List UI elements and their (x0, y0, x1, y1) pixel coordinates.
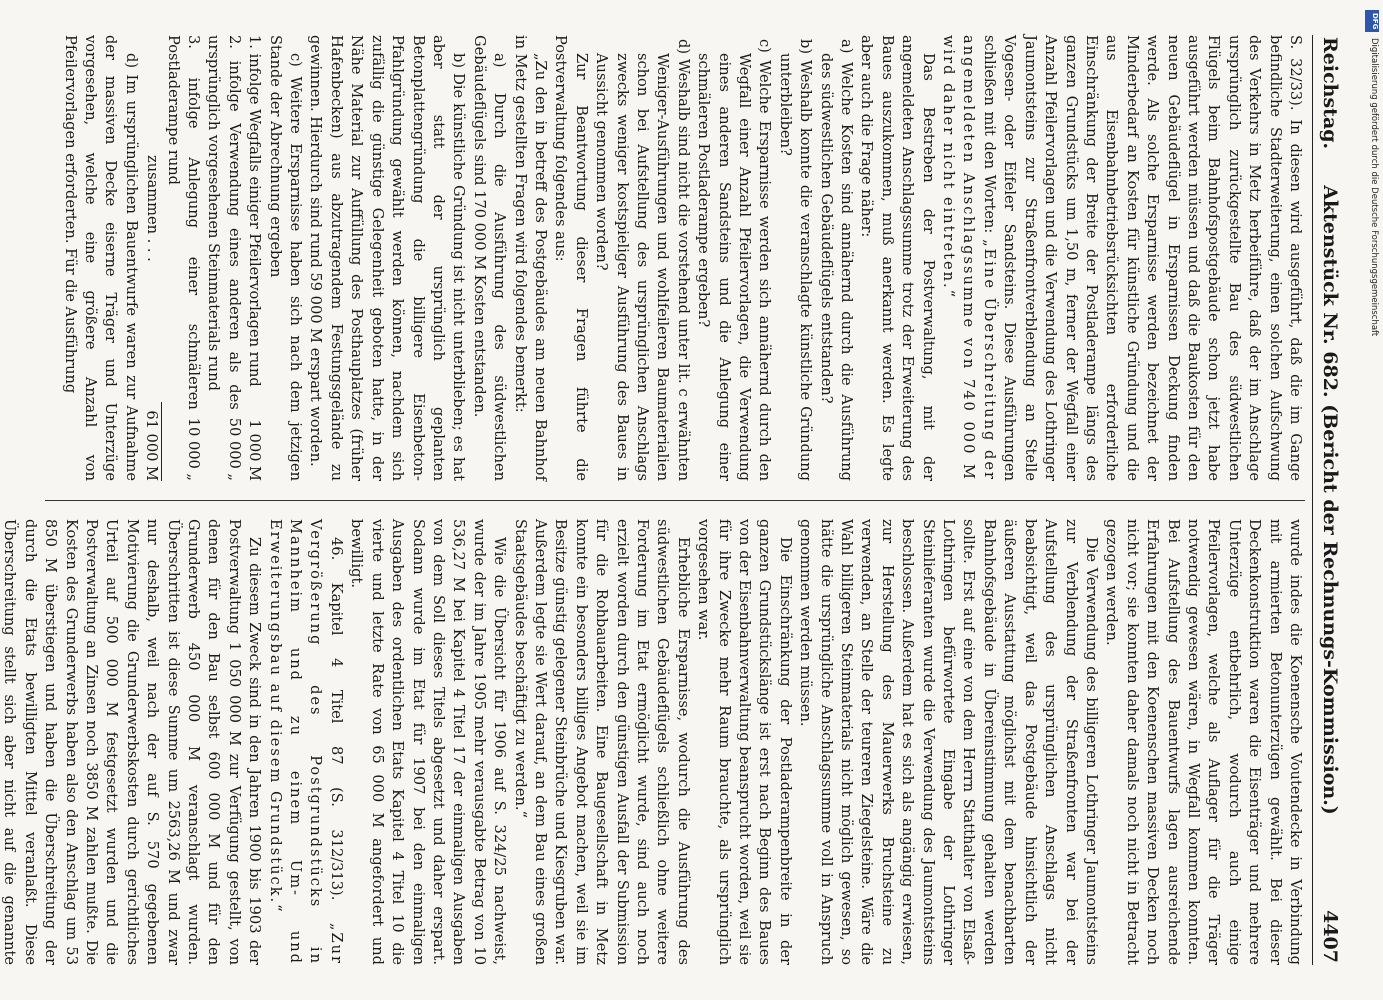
column-divider (45, 500, 1305, 501)
question-b: b) Weshalb konnte die veranschlagte künstliche Gründung unterbleiben? (776, 39, 814, 481)
savings-item-2 (203, 35, 244, 481)
page-number: 4407 (1318, 910, 1341, 963)
section-heading (264, 519, 346, 965)
running-header (1312, 35, 1347, 965)
question-c: c) Welche Ersparnisse werden sich annähernd durch den Wegfall einer Anzahl Pfeilervorlagen, die Verwendung eines anderen Sandsteins und die Anlegung einer schmäleren Postladerampe ergeben? (694, 39, 773, 481)
text-columns (0, 35, 1305, 965)
paragraph (937, 35, 1304, 481)
savings-item-amount: 10 000 „ (184, 417, 202, 481)
savings-item-3 (162, 35, 203, 481)
digitization-note: Digitalisierung gefördert durch die Deutsche Forschungsgemeinschaft (1369, 38, 1379, 337)
question-a: a) Welche Kosten sind annähernd durch die Ausführung des südwestlichen Gebäudeflügels entstanden? (817, 39, 855, 481)
savings-item-amount: 50 000 „ (225, 417, 243, 481)
savings-item-label: 2. infolge Verwendung eines anderen als des ursprünglich vorgesehenen Steinmaterials rund (204, 35, 243, 410)
header-report-title: (Bericht der Rechnungs-Kommission.) (1318, 404, 1341, 815)
dfg-logo: DFG (1365, 10, 1379, 32)
paragraph: Die Verwendung des billigeren Lothringer Jaumontsteins zur Verblendung der Straßenfronten war bei der Aufstellung des ursprünglichen Anschlags nicht beabsichtigt, weil das Postgebäude hinsichtlich der äußeren Ausstattung möglichst mit dem benachbarten Bahnhofsgebäude in Übereinstimmung gehalten werden sollte. Erst auf eine von dem Herrn Statthalter von Elsaß-Lothringen befürwortete Eingabe der Lothringer Steinlieferanten wurde die Verwendung des Jaumontsteins beschlossen. Außerdem hat es sich als angängig erwiesen, zur Herstellung des Mauerwerks Bruchsteine zu verwenden, an Stelle der teureren Ziegelsteine. Wäre die Wahl billigeren Steinmaterials nicht möglich gewesen, so hätte die ursprüngliche Anschlagssumme voll in Anspruch genommen werden müssen. (796, 519, 1100, 965)
paragraph: Das Bestreben der Postverwaltung, mit der angemeldeten Anschlagssumme trotz der Erweiterung des Baues auszukommen, muß anerkannt werden. Es legte aber auch die Frage näher: (857, 35, 937, 481)
quote-text: „Eine Überschreitung der angemeldeten Anschlagssumme von 740 000 M wird daher nicht eintreten.“ (939, 35, 998, 482)
right-column (0, 519, 1305, 965)
savings-total (140, 35, 161, 481)
total-label: zusammen . . . (143, 155, 161, 262)
paragraph: c) Weitere Ersparnisse haben sich nach dem jetzigen Stande der Abrechnung ergeben (266, 35, 304, 481)
savings-item-1 (243, 35, 263, 481)
rotated-page-content (0, 35, 1347, 965)
savings-item-label: 1. infolge Wegfalls einiger Pfeilervorlagen rund (245, 35, 263, 387)
header-center (1319, 35, 1341, 965)
savings-item-label: 3. infolge Anlegung einer schmäleren Postladerampe rund (164, 35, 202, 410)
left-column (45, 35, 1305, 481)
paragraph: a) Durch die Ausführung des südwestlichen Gebäudeflügels sind 170 000 M Kosten entstanden. (470, 35, 508, 481)
header-document-number: Aktenstück Nr. 682. (1318, 185, 1341, 398)
paragraph: „Zu den in betreff des Postgebäudes am neuen Bahnhof in Metz gestellten Fragen wird folgendes bemerkt: (511, 35, 549, 481)
paragraph: Zu diesem Zweck sind in den Jahren 1900 bis 1903 der Postverwaltung 1 050 000 M zur Verfügung gestellt, von denen für den Bau selbst 600 000 M und für den Grunderwerb 450 000 M veranschlagt wurden. Überschritten ist diese Summe um 2563,26 M und zwar nur deshalb, weil nach der auf S. 570 gegebenen Motivierung die Grunderwerbskosten durch gerichtliches Urteil auf 500 000 M festgesetzt wurden und die Postverwaltung an Zinsen noch 3850 M zahlen mußte. Die Kosten des Grunderwerbs haben also den Anschlag um 53 850 M überstiegen und haben die Überschreitung der durch die Etats bewilligten Mittel veranlaßt. Diese Überschreitung stellt sich aber nicht auf die genannte (0, 519, 263, 965)
paragraph: Wie die Übersicht für 1906 auf S. 324/25 nachweist, wurde der im Jahre 1905 mehr verausgabte Betrag von 10 536,27 M bei Kapitel 4 Titel 17 der einmaligen Ausgaben von dem Soll dieses Titels abgesetzt und daher erspart. Sodann wurde im Etat für 1907 bei den einmaligen Ausgaben des ordentlichen Etats Kapitel 4 Titel 10 die vierte und letzte Rate von 65 000 M angefordert und bewilligt. (347, 519, 508, 965)
digitization-sidebar (1365, 10, 1379, 710)
paragraph: d) Im ursprünglichen Bauentwurfe waren zur Aufnahme der massiven Decke eiserne Träger und Unterzüge vorgesehen, welche eine größere Anzahl von Pfeilervorlagen erforderten. Für die Ausführung (61, 35, 140, 481)
paragraph: Erhebliche Ersparnisse, wodurch die Ausführung des südwestlichen Gebäudeflügels schließlich ohne weitere Forderung im Etat ermöglicht wurde, sind auch noch erzielt worden durch den günstigen Ausfall der Submission für die Rohbauarbeiten. Eine Baugesellschaft in Metz konnte ein besonders billiges Angebot machen, weil sie im Besitze günstig gelegener Steinbrüche und Kiesgruben war. Außerdem legte sie Wert darauf, an dem Bau eines großen Staatsgebäudes beschäftigt zu werden.“ (511, 519, 692, 965)
header-left: Reichstag. (1318, 37, 1341, 150)
paragraph: Zur Beantwortung dieser Fragen führte die Postverwaltung folgendes aus: (551, 35, 590, 481)
paragraph: b) Die künstliche Gründung ist nicht unterblieben; es hat aber statt der ursprünglich geplanten Betonplattengründung die billigere Eisenbeton-Pfahlgründung gewählt werden können, nachdem sich zufällig die günstige Gelegenheit geboten hatte, in der Nähe Material zur Auffüllung des Posthauplatzes (früher Hafenbecken) aus abzutragendem Festungsgelände zu gewinnen. Hierdurch sind rund 59 000 M erspart worden. (307, 35, 467, 481)
section-number: 46. Kapitel 4 Titel 87 (S. 312/313). (327, 537, 345, 901)
section-title: „Zur Vergrößerung des Postgrundstücks in Mannheim und zu einem Um- und Erweiterungsbau auf diesem Grundstück.“ (266, 519, 345, 965)
savings-item-amount: 1 000 M (245, 419, 263, 481)
paragraph-text: S. 32/33). In diesen wird ausgeführt, daß die im Gange befindliche Stadterweiterung, einen solchen Aufschwung des Verkehrs in Metz herbeiführe, daß der im Anschlage ursprünglich zurückgestellte Bau des südwestlichen Flügels beim Bahnhofspostgebäude schon jetzt habe ausgeführt werden müssen und daß die Baukosten für den neuen Gebäudeflügel in Ersparnissen Deckung finden werde. Als solche Ersparnisse werden bezeichnet der Minderbedarf an Kosten für künstliche Gründung und die aus Eisenbahnbetriebsrücksichten erforderliche Einschränkung der Breite der Postladerampe längs des ganzen Grundstücks um 1,50 m, ferner der Wegfall einer Anzahl Pfeilervorlagen und die Verwendung des Lothringer Jaumontsteins zur Straßenfrontverblendung an Stelle Vogesen- oder Eifeler Sandsteins. Diese Ausführungen schließen mit den Worten: (980, 35, 1304, 481)
paragraph: Die Einschränkung der Postladerampenbreite in der ganzen Grundstückslänge ist erst nach Beginn des Baues von der Eisenbahnverwaltung beansprucht worden, weil sie für ihre Zwecke mehr Raum brauchte, als ursprünglich vorgesehen war. (694, 519, 794, 965)
paragraph: wurde indes die Koenensche Voutendecke in Verbindung mit armierten Betonunterzügen gewählt. Bei dieser Deckenkonstruktion waren die Eisenträger und mehrere Unterzüge entbehrlich, wodurch auch einige Pfeilervorlagen, welche als Auflager für die Träger notwendig gewesen wären, in Wegfall kommen konnten. Bei Aufstellung des Bauentwurfs lagen ausreichende Erfahrungen mit den Koenenschen massiven Decken noch nicht vor; sie konnten daher damals noch nicht in Betracht gezogen werden. (1102, 519, 1304, 965)
total-amount: 61 000 M (140, 402, 161, 481)
question-d: d) Weshalb sind nicht die vorstehend unter lit. c erwähnten Weniger-Ausführungen und wohlfeileren Baumaterialien schon bei Aufstellung des ursprünglichen Anschlags zwecks weniger kostspieliger Ausführung des Baues in Aussicht genommen worden? (592, 39, 692, 481)
